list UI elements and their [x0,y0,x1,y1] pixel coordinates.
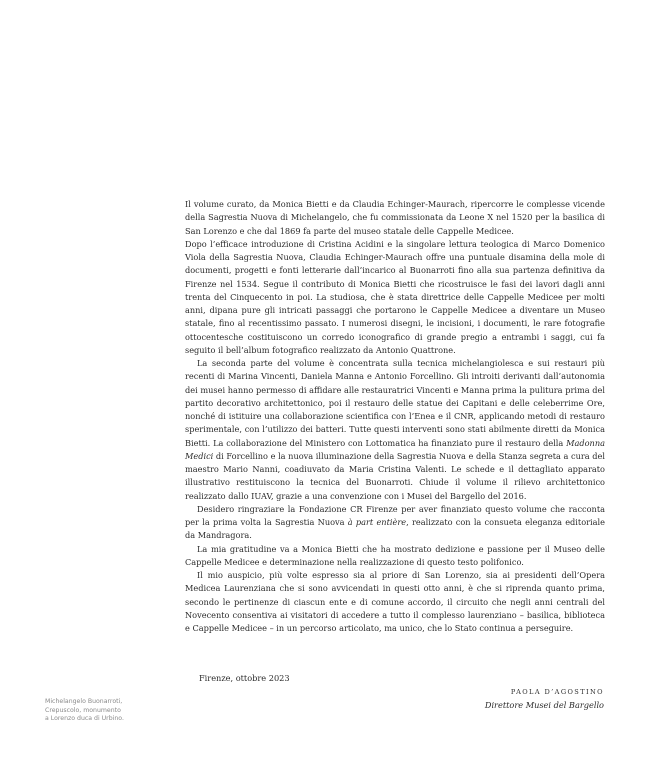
caption-line-artist: Michelangelo Buonarroti, [45,698,123,705]
paragraph-intro: Il volume curato, da Monica Bietti e da Claudia Echinger-Maurach, ripercorre le complesse vicende della Sagrestia Nuova di Michelangelo, che fu commissionata da Leone X nel 1520 per la basilica di San Lorenzo e che dal 1869 fa parte del museo statale delle Cappelle Medicee. [185,199,605,236]
signature-block [485,686,604,712]
image-caption [45,698,155,724]
signature-role: Direttore Musei del Bargello [484,700,604,710]
paragraph-restorations-text-a: La seconda parte del volume è concentrata sulla tecnica michelangiolesca e sui restauri più recenti di Marina Vincenti, Daniela Manna e Antonio Forcellino. Gli introiti derivanti dall’autonomia dei musei hanno permesso di affidare alle restauratrici Vincenti e Manna prima la pulitura prima del partito decorativo architettonico, poi il restauro delle statue dei Capitani e delle celeberrime Ore, nonché di istituire una collaborazione scientifica con l’Enea e il CNR, applicando metodi di restauro sperimentale, con l’utilizzo dei batteri. Tutte questi interventi sono stati abilmente diretti da Monica Bietti. La collaborazione del Ministero con Lottomatica ha finanziato pure il restauro della [185,358,605,448]
paragraph-wish: Il mio auspicio, più volte espresso sia al priore di San Lorenzo, sia ai presidenti dell’Opera Medicea Laurenziana che si sono avvicendati in questi otto anni, è che si riprenda quanto prima, secondo le pertinenze di ciascun ente e di comune accordo, il circuito che negli anni centrali del Novecento consentiva ai visitatori di accedere a tutto il complesso laurenziano – basilica, biblioteca e Cappelle Medicee – in un percorso articolato, ma unico, che lo Stato continua a perseguire. [185,570,605,633]
artwork-title-madonna-medici: Madonna Medici [185,437,605,461]
place-and-date: Firenze, ottobre 2023 [199,673,290,683]
caption-line-title: Crepuscolo, monumento [45,706,121,714]
paragraph-acknowledgement-text-a: Desidero ringraziare la Fondazione CR Firenze per aver finanziato questo volume che racconta per la prima volta la Sagrestia Nuova [185,503,605,527]
paragraph-acknowledgement-foundation [185,503,605,543]
signature-name: PAOLA D’AGOSTINO [510,688,604,696]
paragraph-introduction-and-essays: Dopo l’efficace introduzione di Cristina Acidini e la singolare lettura teologica di Marco Domenico Viola della Sagrestia Nuova, Claudia Echinger-Maurach offre una puntuale disamina della mole di documenti, progetti e fonti letterarie dall’incarico al Buonarroti fino alla sua partenza definitiva da Firenze nel 1534. Segue il contributo di Monica Bietti che ricostruisce le fasi dei lavori dagli anni trenta del Cinquecento in poi. La studiosa, che è stata direttrice delle Cappelle Medicee per molti anni, dipana pure gli intricati passaggi che portarono le Cappelle Medicee a diventare un Museo statale, fino al recentissimo passato. I numerosi disegni, le incisioni, i documenti, le rare fotografie ottocentesche costituiscono un corredo iconografico di grande pregio a entrambi i saggi, cui fa seguito il bell’album fotografico realizzato da Antonio Quattrone. [185,238,605,355]
paragraph-gratitude: La mia gratitudine va a Monica Bietti che ha mostrato dedizione e passione per il Museo delle Cappelle Medicee e determinazione nella realizzazione di questo testo polifonico. [185,543,605,567]
paragraph-restorations-text-b: di Forcellino e la nuova illuminazione della Sagrestia Nuova e della Stanza segreta a cura del maestro Mario Nanni, coadiuvato da Maria Cristina Valenti. Le schede e il dettagliato apparato illustrativo restituiscono la tecnica del Buonarroti. Chiude il volume il rilievo architettonico realizzato dallo IUAV, grazie a una convenzione con i Musei del Bargello del 2016. [185,450,605,501]
paragraph-acknowledgement-text-b: , realizzato con la consueta eleganza editoriale da Mandragora. [185,517,606,541]
caption-line-subject: a Lorenzo duca di Urbino. [45,715,124,723]
paragraph-restorations [185,357,605,503]
italic-phrase-a-part-entiere: à part entière [347,517,407,527]
body-text [185,198,605,635]
